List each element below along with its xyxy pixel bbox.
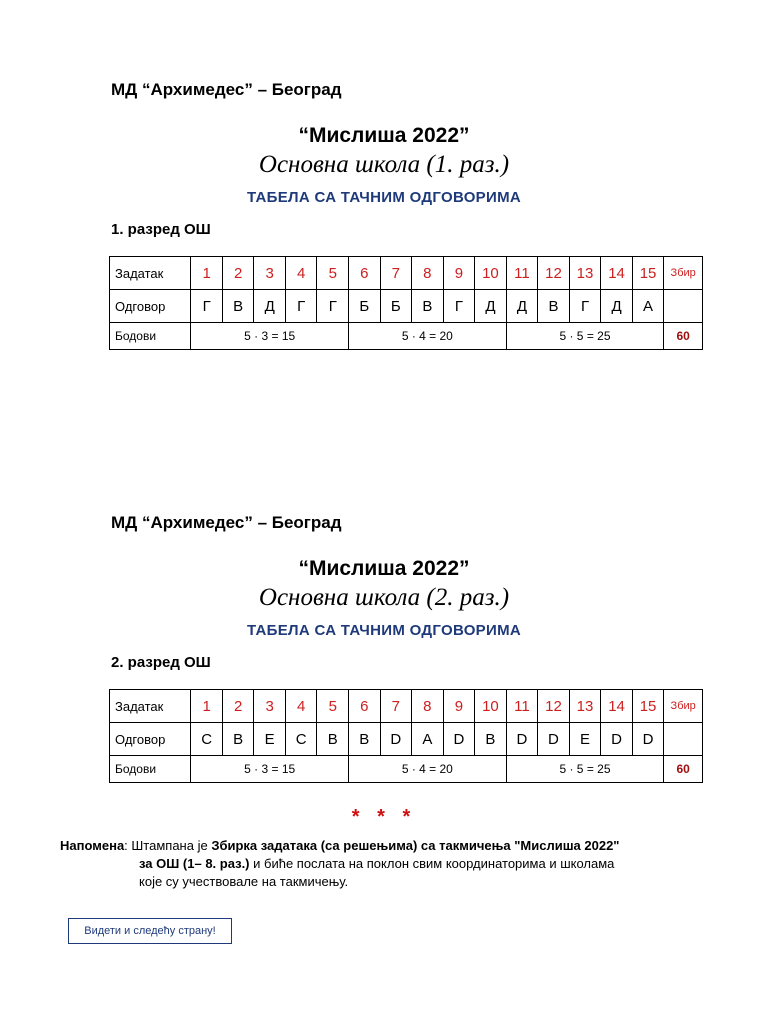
note-text: : Штампана је [124, 838, 212, 853]
task-number: 1 [191, 257, 223, 290]
answer-cell: Г [191, 290, 223, 323]
points-row [110, 323, 703, 350]
task-number: 6 [349, 690, 381, 723]
answer-cell: Г [285, 290, 317, 323]
sum-empty-cell [664, 290, 703, 323]
row-label: Задатак [110, 690, 191, 723]
task-number: 2 [222, 690, 254, 723]
answer-cell: В [475, 723, 507, 756]
answer-cell: С [191, 723, 223, 756]
answer-cell: Г [317, 290, 349, 323]
grade-label: 1. разред ОШ [111, 221, 211, 238]
task-number: 10 [475, 690, 507, 723]
task-number: 5 [317, 690, 349, 723]
task-number: 3 [254, 690, 286, 723]
task-number: 4 [285, 690, 317, 723]
school-subtitle: Основна школа (2. раз.) [258, 584, 510, 611]
answer-cell: Е [254, 723, 286, 756]
note-text: које су учествовале на такмичењу. [139, 874, 349, 889]
note-bold-grades: за ОШ (1– 8. раз.) [139, 856, 250, 871]
answer-cell: С [285, 723, 317, 756]
points-cell: 5 · 5 = 25 [506, 756, 664, 783]
sum-label: Збир [664, 257, 703, 290]
sum-label: Збир [664, 690, 703, 723]
task-number: 14 [601, 257, 633, 290]
note-label: Напомена [60, 838, 125, 853]
answer-cell: В [317, 723, 349, 756]
task-number: 13 [569, 690, 601, 723]
task-number: 12 [538, 257, 570, 290]
answer-row [110, 723, 703, 756]
competition-title: “Мислиша 2022” [298, 124, 470, 147]
task-number: 13 [569, 257, 601, 290]
row-label: Задатак [110, 257, 191, 290]
task-number: 14 [601, 690, 633, 723]
points-cell: 5 · 4 = 20 [349, 756, 507, 783]
answers-table [109, 689, 703, 783]
answer-cell: D [538, 723, 570, 756]
task-number: 9 [443, 690, 475, 723]
task-number: 6 [349, 257, 381, 290]
task-number: 10 [475, 257, 507, 290]
points-row [110, 756, 703, 783]
task-number: 15 [632, 257, 664, 290]
answer-cell: В [412, 290, 444, 323]
answer-cell: D [506, 723, 538, 756]
total-points: 60 [664, 323, 703, 350]
row-label: Одговор [110, 723, 191, 756]
note-text: и биће послата на поклон свим координаторима и школама [249, 856, 615, 871]
next-page-link[interactable]: Видети и следећу страну! [68, 918, 232, 944]
points-cell: 5 · 3 = 15 [191, 323, 349, 350]
note-bold: Збирка задатака (са решењима) са такмичења "Мислиша 2022" [211, 838, 620, 853]
answer-cell: Д [601, 290, 633, 323]
answer-cell: D [632, 723, 664, 756]
task-number: 11 [506, 257, 538, 290]
note [60, 837, 720, 891]
answer-cell: Д [475, 290, 507, 323]
answer-row [110, 290, 703, 323]
competition-title: “Мислиша 2022” [298, 557, 470, 580]
answer-cell: D [601, 723, 633, 756]
task-number: 1 [191, 690, 223, 723]
answer-cell: D [443, 723, 475, 756]
answer-cell: В [538, 290, 570, 323]
total-points: 60 [664, 756, 703, 783]
table-heading: ТАБЕЛА СА ТАЧНИМ ОДГОВОРИМА [246, 622, 521, 639]
answer-cell: В [222, 723, 254, 756]
answers-table [109, 256, 703, 350]
row-label: Одговор [110, 290, 191, 323]
org-name: МД “Архимедес” – Београд [111, 513, 342, 532]
answer-cell: Б [349, 290, 381, 323]
answer-cell: В [222, 290, 254, 323]
task-number: 11 [506, 690, 538, 723]
row-label: Бодови [110, 323, 191, 350]
task-number: 7 [380, 257, 412, 290]
grade-label: 2. разред ОШ [111, 654, 211, 671]
answer-cell: Д [254, 290, 286, 323]
table-heading: ТАБЕЛА СА ТАЧНИМ ОДГОВОРИМА [246, 189, 521, 206]
task-number: 12 [538, 690, 570, 723]
points-cell: 5 · 3 = 15 [191, 756, 349, 783]
separator-stars: * * * [351, 806, 417, 828]
answer-cell: В [349, 723, 381, 756]
answer-cell: Г [569, 290, 601, 323]
answer-cell: D [380, 723, 412, 756]
school-subtitle: Основна школа (1. раз.) [258, 151, 510, 178]
org-name: МД “Архимедес” – Београд [111, 80, 342, 99]
row-label: Бодови [110, 756, 191, 783]
answer-cell: Г [443, 290, 475, 323]
answer-cell: Д [506, 290, 538, 323]
task-number: 8 [412, 690, 444, 723]
sum-empty-cell [664, 723, 703, 756]
task-number: 2 [222, 257, 254, 290]
task-number: 3 [254, 257, 286, 290]
points-cell: 5 · 4 = 20 [349, 323, 507, 350]
answer-cell: Б [380, 290, 412, 323]
answer-cell: А [632, 290, 664, 323]
task-number: 8 [412, 257, 444, 290]
task-number: 9 [443, 257, 475, 290]
task-number: 7 [380, 690, 412, 723]
points-cell: 5 · 5 = 25 [506, 323, 664, 350]
task-row [110, 257, 703, 290]
task-number: 5 [317, 257, 349, 290]
task-row [110, 690, 703, 723]
answer-cell: Е [569, 723, 601, 756]
task-number: 15 [632, 690, 664, 723]
task-number: 4 [285, 257, 317, 290]
answer-cell: А [412, 723, 444, 756]
